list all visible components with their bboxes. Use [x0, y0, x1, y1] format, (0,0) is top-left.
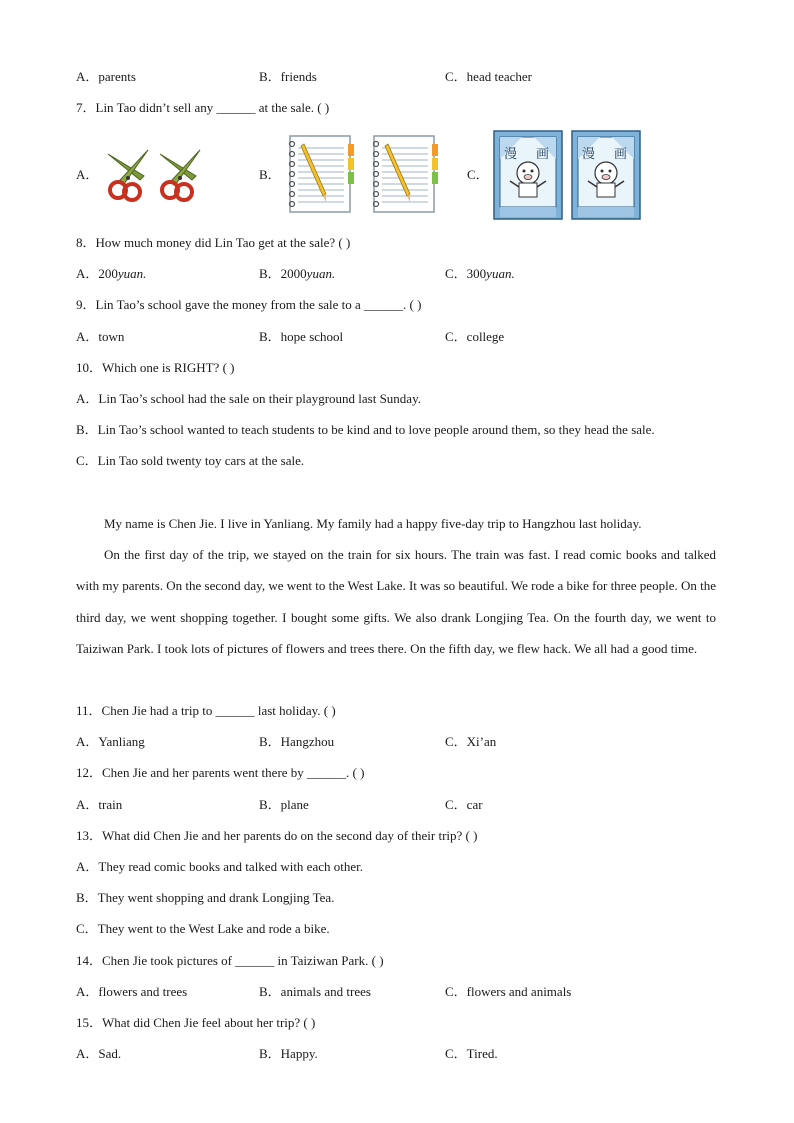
q8-option-b — [259, 266, 335, 282]
q12-option-b: B．plane — [259, 797, 309, 812]
q8-option-c-unit: yuan. — [486, 266, 515, 281]
q7-option-a-label: A． — [76, 167, 99, 182]
comic-char-2a: 画 — [536, 147, 550, 162]
notebook-icon — [286, 132, 442, 216]
q7-option-c-label: C． — [467, 167, 489, 182]
q8-option-b-num: B．2000 — [259, 266, 307, 281]
q13-stem: 13．What did Chen Jie and her parents do on the second day of their trip? ( ) — [76, 828, 478, 843]
comic-char-1b: 漫 — [582, 147, 596, 162]
q8-option-b-unit: yuan. — [306, 266, 336, 281]
q15-option-c: C．Tired. — [445, 1046, 498, 1061]
q14-option-c: C．flowers and animals — [445, 984, 572, 999]
q11-option-c: C．Xi’an — [445, 734, 497, 749]
q9-option-a: A．town — [76, 329, 125, 344]
q12-option-a: A．train — [76, 797, 123, 812]
q9-option-c: C．college — [445, 329, 505, 344]
passage-paragraph-1 — [76, 508, 716, 539]
q9-stem: 9．Lin Tao’s school gave the money from the sale to a ______. ( ) — [76, 297, 422, 312]
q9-option-b: B．hope school — [259, 329, 344, 344]
q10-option-a: A．Lin Tao’s school had the sale on their playground last Sunday. — [76, 391, 421, 406]
passage — [76, 508, 716, 664]
q13-option-c: C．They went to the West Lake and rode a bike. — [76, 921, 330, 936]
q7-option-b-label: B． — [259, 167, 281, 182]
q8-option-c — [445, 266, 515, 282]
comic-char-2b: 画 — [614, 147, 628, 162]
q8-option-a-unit: yuan. — [117, 266, 147, 281]
q13-option-a: A．They read comic books and talked with each other. — [76, 859, 363, 874]
q14-option-b: B．animals and trees — [259, 984, 371, 999]
scissors-icon — [98, 142, 210, 204]
q12-option-c: C．car — [445, 797, 483, 812]
comic-book-icon — [492, 127, 642, 223]
comic-char-1a: 漫 — [504, 147, 518, 162]
q11-option-a: A．Yanliang — [76, 734, 145, 749]
passage-paragraph-2 — [76, 539, 716, 664]
q6-option-c: C．head teacher — [445, 69, 532, 84]
q13-option-b: B．They went shopping and drank Longjing Tea. — [76, 890, 335, 905]
q6-option-b: B．friends — [259, 69, 317, 84]
q7-stem: 7．Lin Tao didn’t sell any ______ at the sale. ( ) — [76, 100, 330, 115]
q8-stem: 8．How much money did Lin Tao get at the sale? ( ) — [76, 235, 351, 250]
q15-option-a: A．Sad. — [76, 1046, 122, 1061]
passage-paragraph-1-text: My name is Chen Jie. I live in Yanliang. My family had a happy five-day trip to Hangzhou last holiday. — [104, 516, 642, 531]
q8-option-c-num: C．300 — [445, 266, 487, 281]
q8-option-a-num: A．200 — [76, 266, 118, 281]
q14-option-a: A．flowers and trees — [76, 984, 188, 999]
q11-stem: 11．Chen Jie had a trip to ______ last holiday. ( ) — [76, 703, 336, 718]
q14-stem: 14．Chen Jie took pictures of ______ in Taiziwan Park. ( ) — [76, 953, 384, 968]
q15-stem: 15．What did Chen Jie feel about her trip? ( ) — [76, 1015, 316, 1030]
q11-option-b: B．Hangzhou — [259, 734, 335, 749]
q10-stem: 10．Which one is RIGHT? ( ) — [76, 360, 235, 375]
q10-option-b: B．Lin Tao’s school wanted to teach students to be kind and to love people around them, so they head the sale. — [76, 422, 655, 437]
q12-stem: 12．Chen Jie and her parents went there by ______. ( ) — [76, 765, 365, 780]
q15-option-b: B．Happy. — [259, 1046, 318, 1061]
q8-option-a — [76, 266, 146, 282]
q10-option-c: C．Lin Tao sold twenty toy cars at the sale. — [76, 453, 305, 468]
q6-option-a: A．parents — [76, 69, 136, 84]
passage-paragraph-2-text: On the first day of the trip, we stayed on the train for six hours. The train was fast. I read comic books and talked with my parents. On the second day, we went to the West Lake. It was so beautiful. We rode a bike for three people. On the third day, we went shopping together. I bought some gifts. We also drank Longjing Tea. On the fourth day, we went to Taiziwan Park. I took lots of pictures of flowers and trees there. On the fifth day, we flew hack. We all had a good time. — [76, 547, 716, 656]
